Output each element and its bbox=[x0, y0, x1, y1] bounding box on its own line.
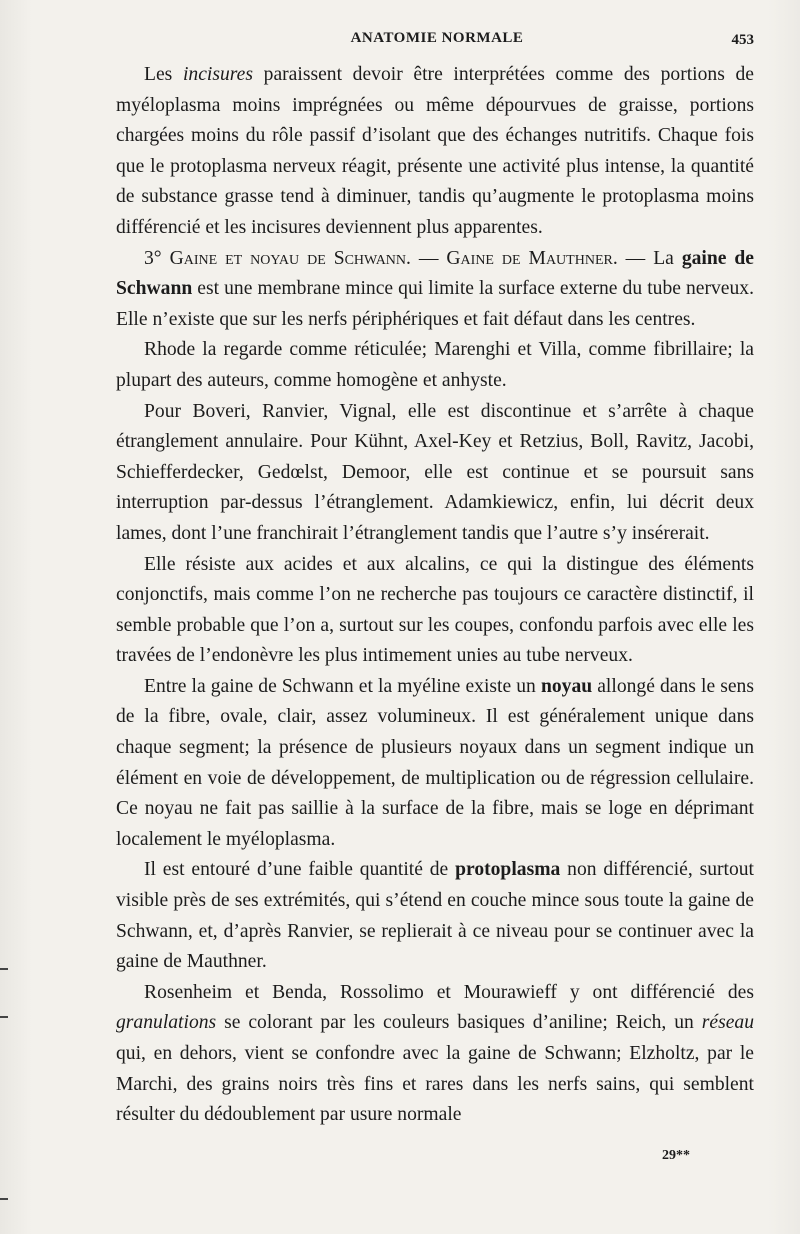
body-text bbox=[116, 60, 754, 1131]
paragraph-boveri: Pour Boveri, Ranvier, Vignal, elle est discontinue et s’arrête à chaque étranglement annulaire. Pour Kühnt, Axel-Key et Retzius, Boll, Ravitz, Jacobi, Schiefferdecker, Gedœlst, Demoor, elle est continue et se poursuit sans interruption par-dessus l’étranglement. Adamkiewicz, enfin, lui décrit deux lames, dont l’une franchirait l’étranglement tandis que l’autre s’y insérerait. bbox=[116, 400, 754, 544]
text-run: Rosenheim et Benda, Rossolimo et Mourawieff y ont différencié des bbox=[144, 981, 754, 1003]
paragraph-acides: Elle résiste aux acides et aux alcalins, ce qui la distingue des éléments conjonctifs, mais comme l’on ne recherche pas toujours ce caractère distinctif, il semble probable que l’on a, surtout sur les coupes, confondu parfois avec elle les travées de l’endonèvre les plus intimement unies au tube nerveux. bbox=[116, 553, 754, 667]
bold-term: protoplasma bbox=[455, 859, 561, 881]
text-run: qui, en dehors, vient se confondre avec la gaine de Schwann; Elzholtz, par le Marchi, des grains noirs très fins et rares dans les nerfs sains, qui semblent résulter du dédoublement par usure normale bbox=[116, 1043, 754, 1126]
page-header bbox=[120, 30, 754, 54]
margin-tick bbox=[0, 1016, 8, 1018]
italic-term: granulations bbox=[116, 1012, 217, 1034]
bold-term: noyau bbox=[540, 675, 593, 697]
bold-term: gaine de Schwann bbox=[116, 247, 754, 300]
paragraph-incisures bbox=[116, 60, 754, 244]
page-number: 453 bbox=[731, 32, 754, 48]
text-run: — La bbox=[617, 247, 682, 269]
section-heading: Gaine et noyau de Schwann. — Gaine de Mauthner. bbox=[169, 247, 618, 269]
running-title: ANATOMIE NORMALE bbox=[350, 30, 524, 46]
text-run: paraissent devoir être interprétées comme des portions de myéloplasma moins imprégnées ou même dépourvues de graisse, portions chargées moins du rôle passif d’isolant que des échanges nutritifs. Chaque fois que le protoplasma nerveux réagit, présente une activité plus intense, la quantité de substance grasse tend à diminuer, tandis qu’augmente le protoplasma moins différencié et les incisures deviennent plus apparentes. bbox=[116, 64, 754, 238]
text-run: est une membrane mince qui limite la surface externe du tube nerveux. Elle n’existe que sur les nerfs périphériques et fait défaut dans les centres. bbox=[116, 278, 754, 330]
text-run: Les bbox=[144, 64, 183, 85]
signature-mark: 29** bbox=[662, 1148, 690, 1163]
paragraph-protoplasma bbox=[116, 855, 754, 977]
paragraph-section-heading bbox=[116, 244, 754, 336]
text-run: Il est entouré d’une faible quantité de bbox=[144, 859, 456, 881]
text-run: non différencié, surtout visible près de ses extrémités, qui s’étend en couche mince sous toute la gaine de Schwann, et, d’après Ranvier, se replierait à ce niveau pour se continuer avec la gaine de Mauthner. bbox=[116, 859, 754, 973]
section-number: 3° bbox=[144, 247, 170, 269]
italic-term: réseau bbox=[701, 1012, 754, 1034]
paragraph-noyau bbox=[116, 672, 754, 856]
italic-term: incisures bbox=[182, 64, 253, 85]
paragraph-rhode: Rhode la regarde comme réticulée; Marenghi et Villa, comme fibrillaire; la plupart des auteurs, comme homogène et anhyste. bbox=[116, 339, 754, 391]
text-run: se colorant par les couleurs basiques d’aniline; Reich, un bbox=[216, 1012, 702, 1034]
text-run: Entre la gaine de Schwann et la myéline existe un bbox=[144, 675, 541, 697]
paragraph-granulations bbox=[116, 978, 754, 1131]
margin-tick bbox=[0, 1198, 8, 1200]
text-run: allongé dans le sens de la fibre, ovale, clair, assez volumineux. Il est généralement unique dans chaque segment; la présence de plusieurs noyaux dans un segment indique un élément en voie de développement, de multiplication ou de régression cellulaire. Ce noyau ne fait pas saillie à la surface de la fibre, mais se loge en déprimant localement le myéloplasma. bbox=[116, 675, 754, 850]
margin-tick bbox=[0, 968, 8, 970]
